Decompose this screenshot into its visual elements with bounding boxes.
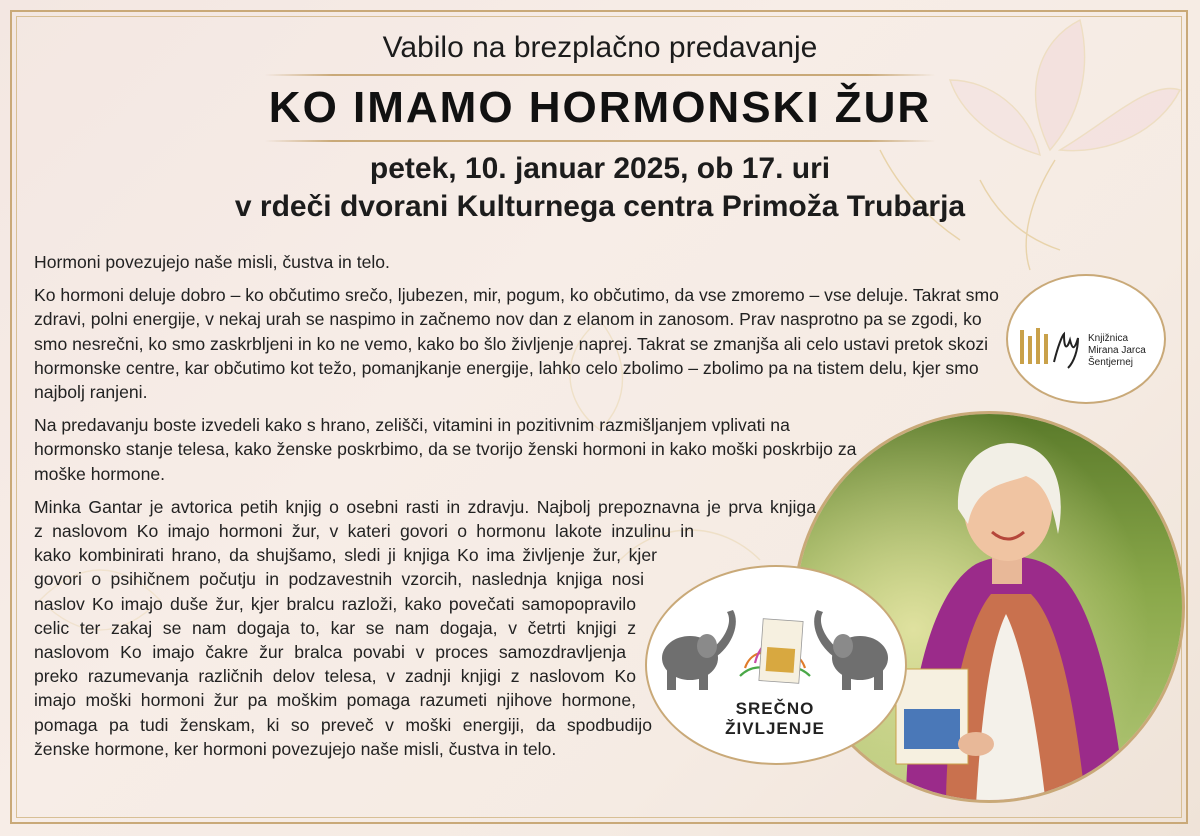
- event-title: KO IMAMO HORMONSKI ŽUR: [268, 83, 932, 132]
- event-date: petek, 10. januar 2025, ob 17. uri: [369, 152, 831, 185]
- paragraph-hormones: Ko hormoni deluje dobro – ko občutimo srečo, ljubezen, mir, pogum, ko občutimo, da vse zmoremo – vse deluje. Takrat smo zdravi, polni energije, v nekaj urah se naspimo in začnemo nov dan z elanom in zanosom. Prav nasprotno pa se zgodi, ko smo nesrečni, ko smo zaskrbljeni in ko ne vemo, kako bo šlo življenje naprej. Takrat se zmanjša ali celo ustavi pretok skozi hormonske centre, kar občutimo kot težo, pomanjkanje energije, lahko celo zbolimo – zbolimo pa na tistem delu, kjer smo najbolj ranjeni.: [34, 285, 999, 403]
- author-line: naslov Ko imajo duše žur, kjer bralcu razloži, kako povečati samopopravilo: [34, 593, 636, 614]
- divider-top: [265, 74, 935, 76]
- library-name-line3: Šentjernej: [1088, 357, 1134, 368]
- invitation-subtitle: Vabilo na brezplačno predavanje: [382, 31, 818, 64]
- author-line: z naslovom Ko imajo hormoni žur, v kateri govori o hormonu lakote inzulinu in: [34, 521, 694, 542]
- author-line: naslovom Ko imajo čakre žur bralca povabi v proces samozdravljenja: [34, 642, 626, 663]
- author-line: imajo moški hormoni žur pa moškim pomaga razumeti njihove hormone,: [34, 690, 636, 711]
- library-name-line1: Knjižnica: [1088, 333, 1129, 344]
- author-line: preko razumevanja različnih delov telesa, v zadnji knjigi z naslovom Ko: [34, 666, 636, 687]
- author-line: Minka Gantar je avtorica petih knjig o osebni rasti in zdravju. Najbolj prepoznavna je prva knjiga: [34, 496, 816, 517]
- event-venue: v rdeči dvorani Kulturnega centra Primoža Trubarja: [234, 190, 966, 223]
- library-logo-icon: [1018, 326, 1088, 370]
- library-name-line2: Mirana Jarca: [1088, 345, 1146, 356]
- book-badge-caption: SREČNO ŽIVLJENJE: [725, 699, 825, 738]
- elephant-right-icon: [814, 610, 888, 690]
- author-line: kako kombinirati hrano, da shujšamo, sledi ji knjiga Ko ima življenje žur, kjer: [34, 545, 657, 566]
- paragraph-intro: Hormoni povezujejo naše misli, čustva in telo.: [34, 252, 390, 272]
- header: [0, 28, 1200, 226]
- author-line: celic ter zakaj se nam dogaja to, kar se nam dogaja, v četrti knjigi z: [34, 617, 636, 638]
- author-line: ženske hormone, ker hormoni povezujejo naše misli, čustva in telo.: [34, 738, 557, 759]
- paragraph-lecture: Na predavanju boste izvedeli kako s hrano, zelišči, vitamini in pozitivnim razmišljanjem vplivati na hormonsko stanje telesa, kako ženske poskrbimo, da se tvorijo ženski hormoni in kako moški poskrbijo za moške hormone.: [34, 415, 857, 484]
- book-cover-icon: [759, 619, 803, 684]
- author-line: pomaga pa tudi ženskam, ki so preveč v moški energiji, da spodbudijo: [34, 714, 652, 735]
- book-badge-artwork: [655, 608, 895, 698]
- divider-bottom: [265, 140, 935, 142]
- author-line: govori o psihičnem počutju in podzavestnih vzorcih, naslednja knjiga nosi: [34, 569, 644, 590]
- elephant-left-icon: [662, 610, 736, 690]
- library-name: [1088, 333, 1146, 369]
